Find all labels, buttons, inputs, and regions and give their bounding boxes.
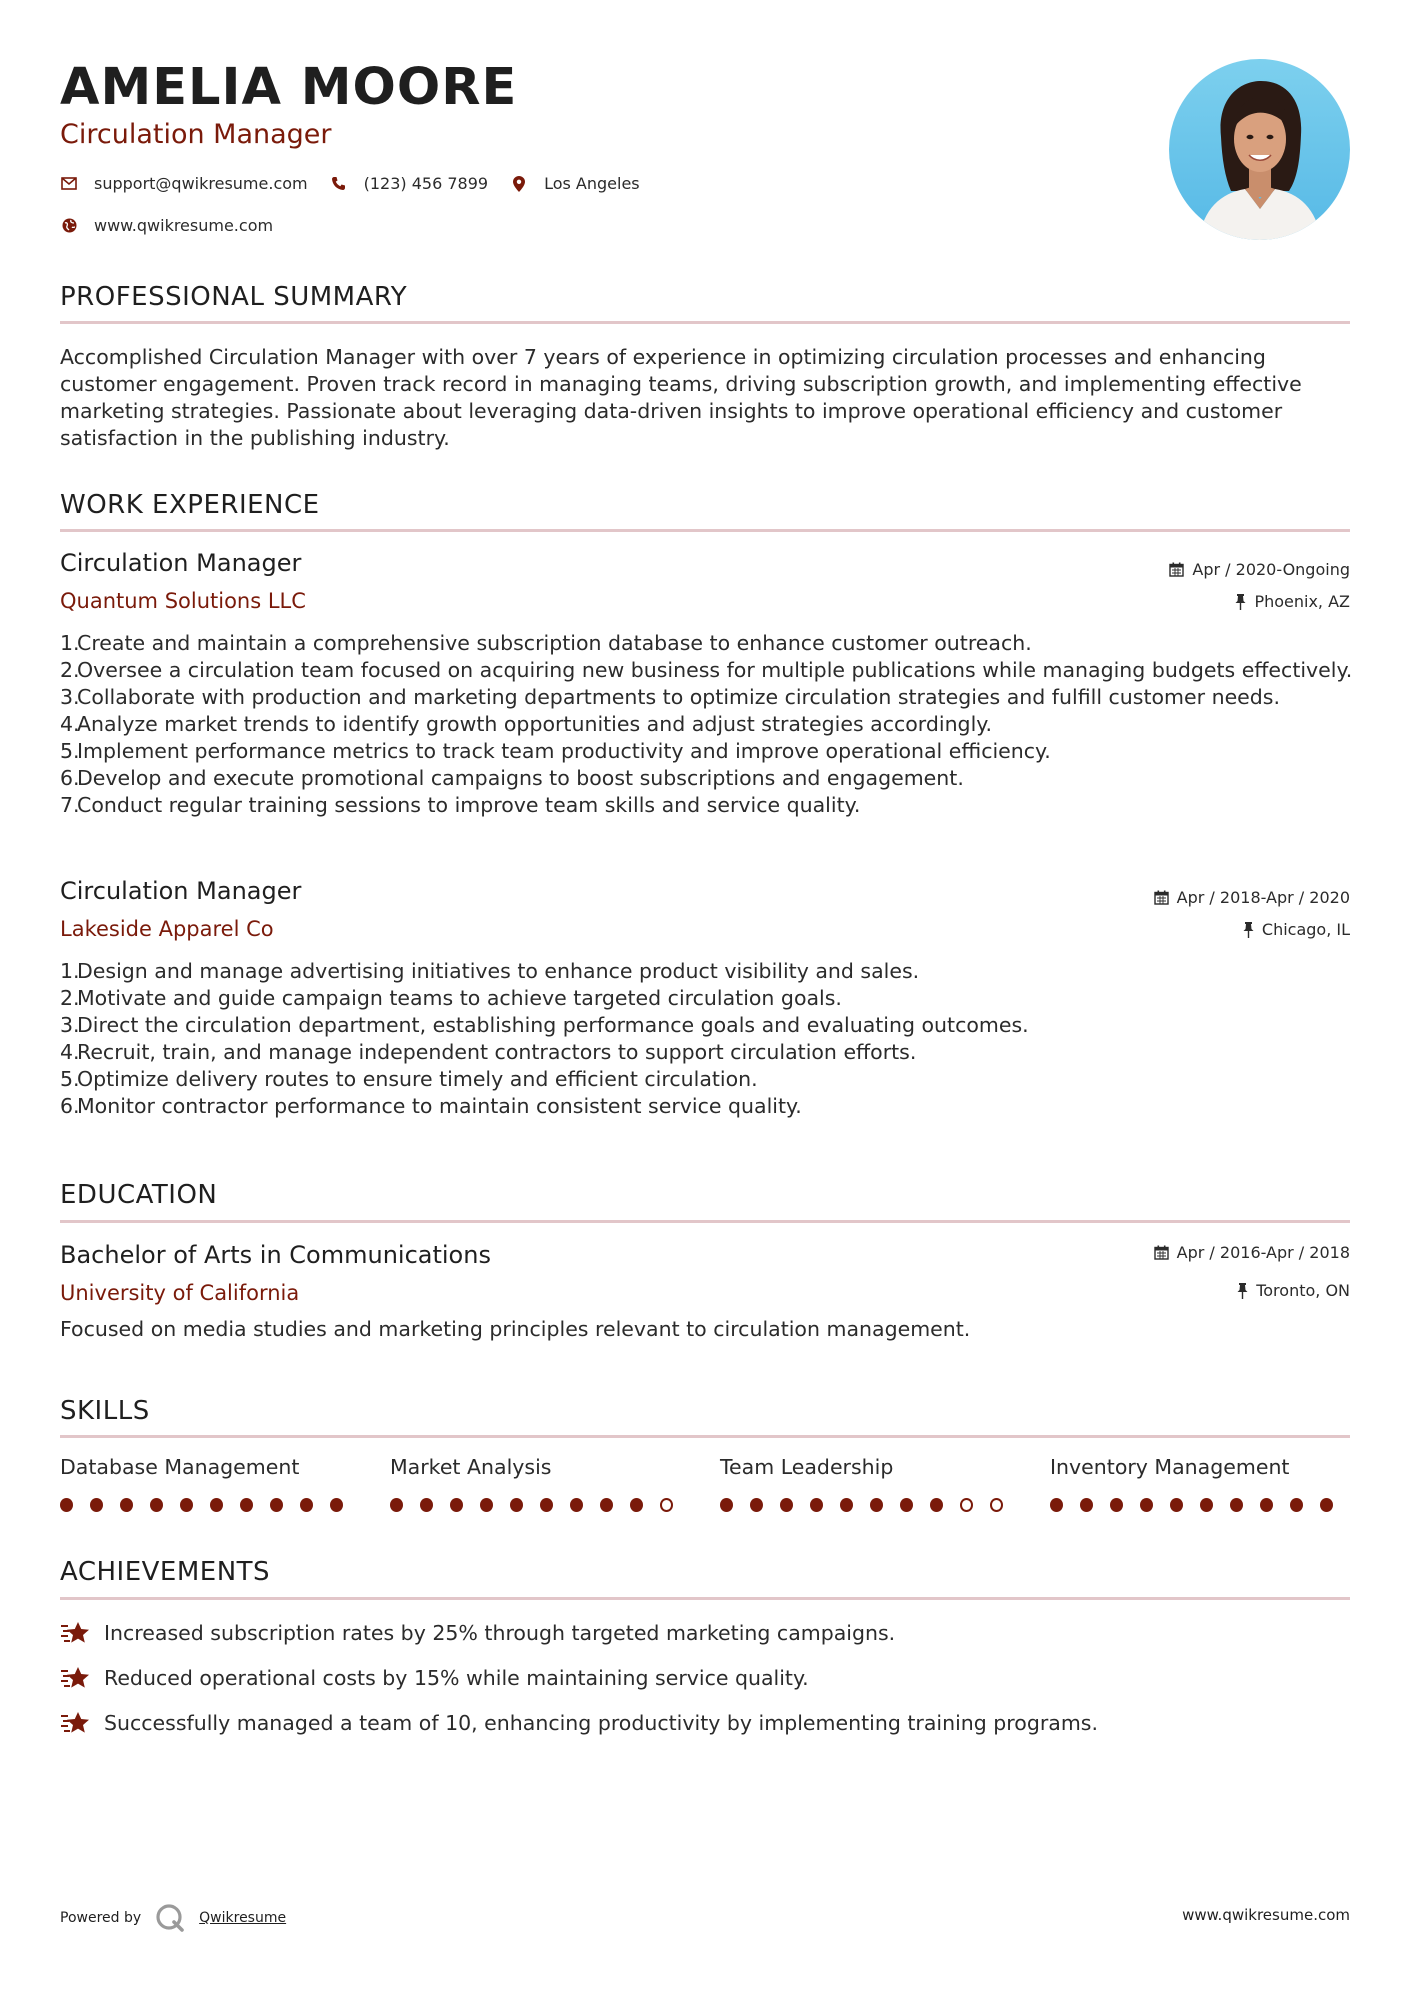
list-item: 5. Optimize delivery routes to ensure timely and efficient circulation. — [60, 1067, 758, 1091]
rating-dot-filled — [540, 1498, 553, 1512]
rating-dot-filled — [450, 1498, 463, 1512]
job-location-text: Phoenix, AZ — [1254, 592, 1350, 611]
rating-dot-filled — [240, 1498, 253, 1512]
achievement-text: Successfully managed a team of 10, enhancing productivity by implementing training programs. — [104, 1711, 1098, 1735]
education-date-text: Apr / 2016-Apr / 2018 — [1176, 1243, 1350, 1262]
pushpin-icon — [1235, 594, 1246, 610]
list-item: 5. Implement performance metrics to track team productivity and improve operational efficiency. — [60, 739, 1051, 763]
qwikresume-link[interactable]: Qwikresume — [199, 1910, 287, 1926]
rating-dot-filled — [810, 1498, 823, 1512]
rating-dot-filled — [930, 1498, 943, 1512]
website-row — [60, 216, 295, 235]
qwikresume-logo-icon — [155, 1903, 185, 1933]
website-link[interactable]: www.qwikresume.com — [94, 216, 274, 235]
calendar-icon — [1154, 1245, 1169, 1260]
skill-name: Inventory Management — [1050, 1455, 1290, 1479]
rating-dot-filled — [750, 1498, 763, 1512]
job-location — [1243, 920, 1350, 939]
pushpin-icon — [1237, 1283, 1248, 1299]
rating-dot-filled — [60, 1498, 73, 1512]
skill-item — [720, 1455, 1020, 1512]
skills-heading: SKILLS — [60, 1396, 150, 1426]
rating-dot-filled — [180, 1498, 193, 1512]
job-duties-list — [60, 958, 1367, 1120]
rating-dot-filled — [1230, 1498, 1243, 1512]
list-item: 2. Oversee a circulation team focused on acquiring new business for multiple publications while managing budgets effectively. — [60, 658, 1353, 682]
rating-dot-filled — [840, 1498, 853, 1512]
star-award-icon — [60, 1710, 92, 1736]
rating-dot-filled — [570, 1498, 583, 1512]
footer-url[interactable]: www.qwikresume.com — [1182, 1906, 1350, 1924]
rating-dot-filled — [780, 1498, 793, 1512]
rating-dot-filled — [1110, 1498, 1123, 1512]
section-divider — [60, 529, 1350, 532]
company-name: Lakeside Apparel Co — [60, 917, 274, 941]
rating-dot-filled — [480, 1498, 493, 1512]
rating-dot-filled — [150, 1498, 163, 1512]
calendar-icon — [1154, 890, 1169, 905]
rating-dot-empty — [960, 1498, 973, 1512]
rating-dot-filled — [210, 1498, 223, 1512]
rating-dot-filled — [1290, 1498, 1303, 1512]
job-date-text: Apr / 2018-Apr / 2020 — [1176, 888, 1350, 907]
school-name: University of California — [60, 1281, 300, 1305]
list-item: 1. Design and manage advertising initiatives to enhance product visibility and sales. — [60, 959, 920, 983]
skill-rating — [60, 1498, 360, 1512]
job-location — [1235, 592, 1350, 611]
job-date-text: Apr / 2020-Ongoing — [1192, 560, 1350, 579]
list-item: 2. Motivate and guide campaign teams to achieve targeted circulation goals. — [60, 986, 842, 1010]
rating-dot-filled — [330, 1498, 343, 1512]
resume-page — [60, 0, 1353, 1990]
experience-heading: WORK EXPERIENCE — [60, 490, 320, 520]
list-item: 3. Direct the circulation department, establishing performance goals and evaluating outcomes. — [60, 1013, 1029, 1037]
education-location-text: Toronto, ON — [1256, 1281, 1350, 1300]
summary-heading: PROFESSIONAL SUMMARY — [60, 282, 408, 312]
rating-dot-filled — [300, 1498, 313, 1512]
achievement-item — [60, 1710, 1098, 1736]
rating-dot-filled — [1050, 1498, 1063, 1512]
star-award-icon — [60, 1620, 92, 1646]
job-location-text: Chicago, IL — [1261, 920, 1350, 939]
job-date — [1154, 888, 1350, 907]
list-item: 1. Create and maintain a comprehensive subscription database to enhance customer outreach. — [60, 631, 1032, 655]
list-item: 6. Monitor contractor performance to maintain consistent service quality. — [60, 1094, 802, 1118]
rating-dot-empty — [990, 1498, 1003, 1512]
map-pin-icon — [510, 175, 528, 193]
rating-dot-filled — [1200, 1498, 1213, 1512]
rating-dot-filled — [120, 1498, 133, 1512]
section-divider — [60, 1597, 1350, 1600]
powered-by-label: Powered by — [60, 1910, 142, 1926]
rating-dot-filled — [1260, 1498, 1273, 1512]
job-date — [1169, 560, 1350, 579]
rating-dot-filled — [1170, 1498, 1183, 1512]
rating-dot-filled — [600, 1498, 613, 1512]
list-item: 3. Collaborate with production and marketing departments to optimize circulation strategies and fulfill customer needs. — [60, 685, 1281, 709]
footer-powered-by — [60, 1903, 286, 1933]
achievement-item — [60, 1665, 809, 1691]
list-item: 6. Develop and execute promotional campaigns to boost subscriptions and engagement. — [60, 766, 964, 790]
section-divider — [60, 1220, 1350, 1223]
star-award-icon — [60, 1665, 92, 1691]
job-title: Circulation Manager — [60, 549, 302, 577]
profile-photo — [1169, 59, 1350, 240]
pushpin-icon — [1243, 922, 1254, 938]
rating-dot-filled — [900, 1498, 913, 1512]
skill-rating — [390, 1498, 690, 1512]
skill-name: Team Leadership — [720, 1455, 894, 1479]
degree-title: Bachelor of Arts in Communications — [60, 1241, 491, 1269]
rating-dot-filled — [420, 1498, 433, 1512]
rating-dot-filled — [390, 1498, 403, 1512]
job-duties-list — [60, 630, 1367, 819]
candidate-role: Circulation Manager — [60, 119, 332, 150]
calendar-icon — [1169, 562, 1184, 577]
summary-text: Accomplished Circulation Manager with over 7 years of experience in optimizing circulation processes and enhancing customer engagement. Proven track record in managing teams, driving subscription growth, and implementing effective marketing strategies. Passionate about leveraging data-driven insights to improve operational efficiency and customer satisfaction in the publishing industry. — [60, 345, 1302, 450]
list-item: 4. Recruit, train, and manage independent contractors to support circulation efforts. — [60, 1040, 917, 1064]
rating-dot-filled — [1320, 1498, 1333, 1512]
education-heading: EDUCATION — [60, 1180, 218, 1210]
rating-dot-empty — [660, 1498, 673, 1512]
skill-name: Market Analysis — [390, 1455, 552, 1479]
skill-rating — [1050, 1498, 1350, 1512]
rating-dot-filled — [270, 1498, 283, 1512]
company-name: Quantum Solutions LLC — [60, 589, 306, 613]
rating-dot-filled — [720, 1498, 733, 1512]
job-title: Circulation Manager — [60, 877, 302, 905]
list-item: 4. Analyze market trends to identify growth opportunities and adjust strategies accordingly. — [60, 712, 992, 736]
section-divider — [60, 321, 1350, 324]
education-date — [1154, 1243, 1350, 1262]
skill-rating — [720, 1498, 1020, 1512]
rating-dot-filled — [630, 1498, 643, 1512]
achievement-item — [60, 1620, 895, 1646]
rating-dot-filled — [1080, 1498, 1093, 1512]
location-text: Los Angeles — [544, 174, 640, 193]
list-item: 7. Conduct regular training sessions to improve team skills and service quality. — [60, 793, 861, 817]
rating-dot-filled — [1140, 1498, 1153, 1512]
envelope-icon — [60, 175, 78, 193]
skill-item — [390, 1455, 690, 1512]
skill-item — [60, 1455, 360, 1512]
rating-dot-filled — [870, 1498, 883, 1512]
achievement-text: Increased subscription rates by 25% through targeted marketing campaigns. — [104, 1621, 896, 1645]
achievement-text: Reduced operational costs by 15% while maintaining service quality. — [104, 1666, 809, 1690]
email-link[interactable]: support@qwikresume.com — [94, 174, 308, 193]
education-location — [1237, 1281, 1350, 1300]
phone-number[interactable]: (123) 456 7899 — [363, 174, 489, 193]
rating-dot-filled — [510, 1498, 523, 1512]
section-divider — [60, 1435, 1350, 1438]
globe-icon — [60, 217, 78, 235]
rating-dot-filled — [90, 1498, 103, 1512]
education-description: Focused on media studies and marketing principles relevant to circulation management. — [60, 1317, 971, 1341]
phone-icon — [330, 175, 348, 193]
skill-name: Database Management — [60, 1455, 300, 1479]
candidate-name: AMELIA MOORE — [60, 58, 518, 117]
skill-item — [1050, 1455, 1350, 1512]
achievements-heading: ACHIEVEMENTS — [60, 1557, 271, 1587]
contact-row — [60, 174, 662, 193]
